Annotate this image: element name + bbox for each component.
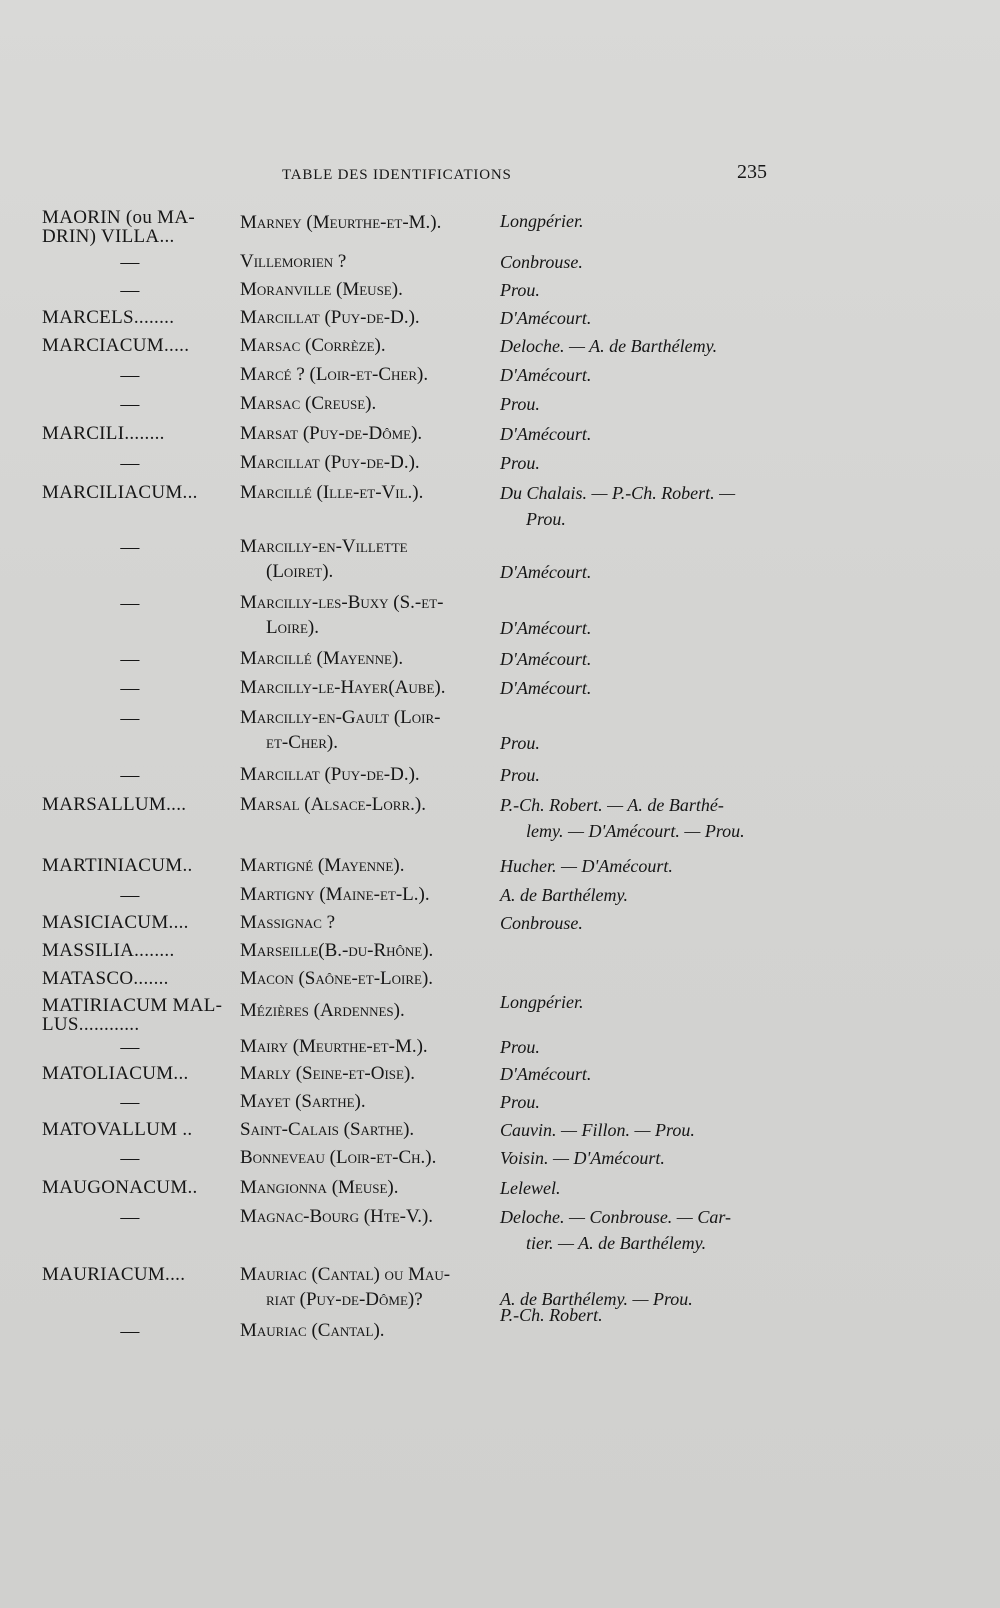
latin-name: MAORIN (ou MA- DRIN) VILLA...	[42, 207, 196, 247]
authors: D'Amécourt.	[500, 649, 592, 669]
latin-name: MARTINIACUM..	[42, 855, 193, 876]
identified-place: Mézières (Ardennes).	[240, 1000, 405, 1021]
identified-place: Mairy (Meurthe-et-M.).	[240, 1036, 428, 1057]
ditto-dash: —	[120, 1321, 140, 1342]
latin-name: MAURIACUM....	[42, 1264, 186, 1285]
ditto-dash: —	[120, 678, 140, 699]
latin-name: MATIRIACUM MAL- LUS............	[42, 995, 223, 1035]
ditto-dash: —	[120, 453, 140, 474]
authors: D'Amécourt.	[500, 1064, 592, 1084]
authors: Deloche. — A. de Barthélemy.	[500, 336, 718, 356]
authors: Cauvin. — Fillon. — Prou.	[500, 1120, 695, 1140]
latin-name: MAUGONACUM..	[42, 1177, 198, 1198]
authors: Prou.	[500, 453, 540, 473]
identified-place: Marcillat (Puy-de-D.).	[240, 764, 420, 785]
identified-place: Macon (Saône-et-Loire).	[240, 968, 434, 989]
ditto-dash: —	[120, 1092, 140, 1113]
authors: Prou.	[500, 765, 540, 785]
latin-name: MARSALLUM....	[42, 794, 187, 815]
identified-place: Mangionna (Meuse).	[240, 1177, 399, 1198]
authors: Hucher. — D'Amécourt.	[500, 856, 673, 876]
identified-place: Marcilly-le-Hayer(Aube).	[240, 677, 446, 698]
latin-name: MARCILI........	[42, 423, 165, 444]
latin-name: MARCIACUM.....	[42, 335, 190, 356]
authors: Prou.	[500, 1092, 540, 1112]
ditto-dash: —	[120, 708, 140, 729]
ditto-dash: —	[120, 765, 140, 786]
authors: P.-Ch. Robert.	[500, 1305, 603, 1325]
authors: Prou.	[500, 394, 540, 414]
authors: Conbrouse.	[500, 252, 583, 272]
ditto-dash: —	[120, 1037, 140, 1058]
authors: D'Amécourt.	[500, 618, 592, 638]
latin-name: MARCELS........	[42, 307, 175, 328]
identified-place: Marney (Meurthe-et-M.).	[240, 212, 442, 233]
identified-place: Magnac-Bourg (Hte-V.).	[240, 1206, 434, 1227]
identified-place: Mauriac (Cantal).	[240, 1320, 385, 1341]
latin-name: MASICIACUM....	[42, 912, 189, 933]
authors: A. de Barthélemy.	[500, 885, 628, 905]
identified-place: Moranville (Meuse).	[240, 279, 403, 300]
authors: P.-Ch. Robert. — A. de Barthé- lemy. — D'Amécourt. — Prou.	[500, 795, 745, 841]
identified-place: Marcilly-en-Villette (Loiret).	[240, 536, 408, 582]
latin-name: MARCILIACUM...	[42, 482, 198, 503]
authors: D'Amécourt.	[500, 562, 592, 582]
authors: Prou.	[500, 733, 540, 753]
authors: A. de Barthélemy. — Prou.	[500, 1289, 693, 1309]
ditto-dash: —	[120, 593, 140, 614]
authors: Prou.	[500, 1037, 540, 1057]
identified-place: Bonneveau (Loir-et-Ch.).	[240, 1147, 437, 1168]
authors: Lelewel.	[500, 1178, 561, 1198]
identified-place: Mayet (Sarthe).	[240, 1091, 366, 1112]
identified-place: Marcillat (Puy-de-D.).	[240, 307, 420, 328]
identified-place: Marcilly-en-Gault (Loir- et-Cher).	[240, 707, 441, 753]
authors: Conbrouse.	[500, 913, 583, 933]
identified-place: Marsal (Alsace-Lorr.).	[240, 794, 426, 815]
identified-place: Villemorien ?	[240, 251, 347, 272]
identified-place: Marcilly-les-Buxy (S.-et- Loire).	[240, 592, 444, 638]
ditto-dash: —	[120, 649, 140, 670]
identified-place: Marseille(B.-du-Rhône).	[240, 940, 434, 961]
identified-place: Mauriac (Cantal) ou Mau- riat (Puy-de-Dôme)?	[240, 1264, 451, 1310]
ditto-dash: —	[120, 1148, 140, 1169]
authors: Longpérier.	[500, 211, 584, 231]
authors: D'Amécourt.	[500, 678, 592, 698]
ditto-dash: —	[120, 537, 140, 558]
authors: D'Amécourt.	[500, 424, 592, 444]
ditto-dash: —	[120, 365, 140, 386]
ditto-dash: —	[120, 252, 140, 273]
authors: Du Chalais. — P.-Ch. Robert. — Prou.	[500, 483, 736, 529]
authors: D'Amécourt.	[500, 365, 592, 385]
ditto-dash: —	[120, 280, 140, 301]
identified-place: Marcillé (Mayenne).	[240, 648, 404, 669]
identified-place: Marsat (Puy-de-Dôme).	[240, 423, 423, 444]
latin-name: MATOVALLUM ..	[42, 1119, 193, 1140]
identified-place: Martigny (Maine-et-L.).	[240, 884, 430, 905]
identified-place: Marcillé (Ille-et-Vil.).	[240, 482, 424, 503]
authors: D'Amécourt.	[500, 308, 592, 328]
identified-place: Saint-Calais (Sarthe).	[240, 1119, 415, 1140]
ditto-dash: —	[120, 885, 140, 906]
authors: Longpérier.	[500, 992, 584, 1012]
running-header: TABLE DES IDENTIFICATIONS	[282, 167, 512, 183]
latin-name: MASSILIA........	[42, 940, 175, 961]
identified-place: Marly (Seine-et-Oise).	[240, 1063, 416, 1084]
identified-place: Marsac (Creuse).	[240, 393, 377, 414]
latin-name: MATOLIACUM...	[42, 1063, 189, 1084]
ditto-dash: —	[120, 1207, 140, 1228]
identified-place: Marcé ? (Loir-et-Cher).	[240, 364, 429, 385]
identified-place: Marsac (Corrèze).	[240, 335, 386, 356]
authors: Prou.	[500, 280, 540, 300]
identified-place: Massignac ?	[240, 912, 336, 933]
authors: Deloche. — Conbrouse. — Car- tier. — A. de Barthélemy.	[500, 1207, 731, 1253]
authors: Voisin. — D'Amécourt.	[500, 1148, 665, 1168]
latin-name: MATASCO.......	[42, 968, 169, 989]
identified-place: Martigné (Mayenne).	[240, 855, 405, 876]
identified-place: Marcillat (Puy-de-D.).	[240, 452, 420, 473]
ditto-dash: —	[120, 394, 140, 415]
page-number: 235	[737, 161, 767, 183]
